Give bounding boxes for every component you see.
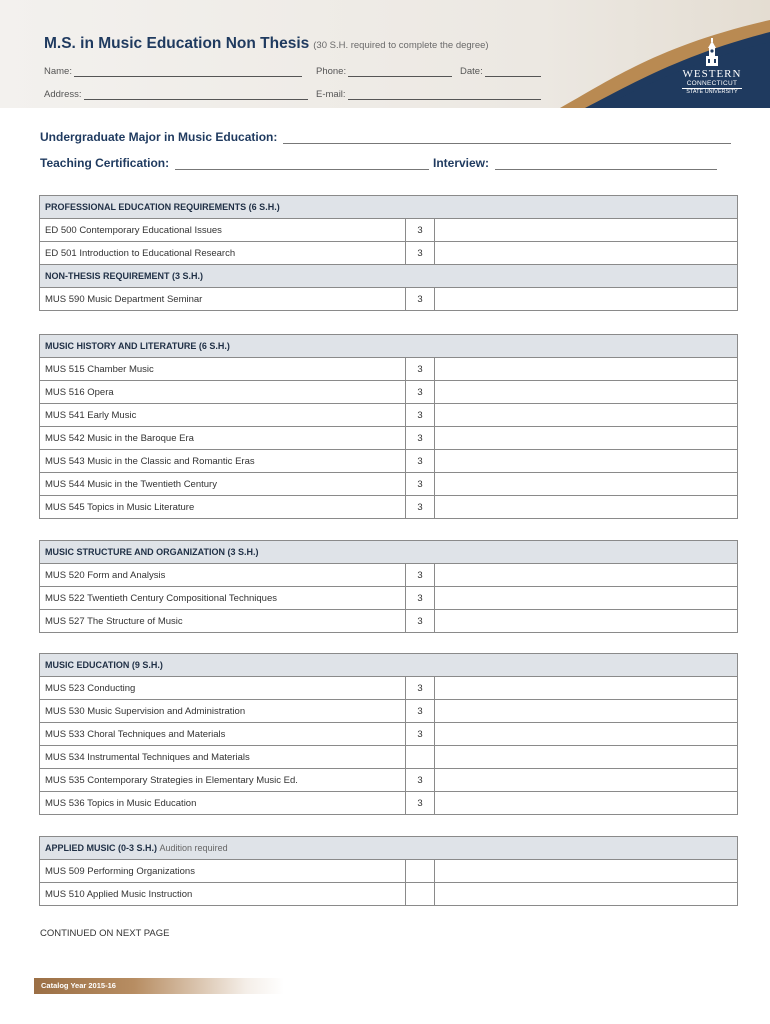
course-row xyxy=(40,769,738,792)
date-field[interactable] xyxy=(460,66,541,77)
course-credits: 3 xyxy=(406,473,435,496)
catalog-year-text: Catalog Year 2015-16 xyxy=(41,981,116,990)
section-header-row xyxy=(40,265,738,288)
logo-western: WESTERN xyxy=(682,68,742,80)
course-row xyxy=(40,450,738,473)
logo-state-university: STATE UNIVERSITY xyxy=(682,88,742,96)
course-row xyxy=(40,381,738,404)
phone-line[interactable] xyxy=(348,67,452,77)
section-header xyxy=(40,837,738,860)
course-grade-cell[interactable] xyxy=(435,288,738,311)
course-grade-cell[interactable] xyxy=(435,564,738,587)
course-name: MUS 533 Choral Techniques and Materials xyxy=(40,723,406,746)
course-credits: 3 xyxy=(406,769,435,792)
course-grade-cell[interactable] xyxy=(435,860,738,883)
course-name: MUS 543 Music in the Classic and Romantic Eras xyxy=(40,450,406,473)
course-grade-cell[interactable] xyxy=(435,496,738,519)
section-title: MUSIC STRUCTURE AND ORGANIZATION (3 S.H.) xyxy=(45,547,259,557)
course-name: MUS 527 The Structure of Music xyxy=(40,610,406,633)
course-name: MUS 530 Music Supervision and Administration xyxy=(40,700,406,723)
course-grade-cell[interactable] xyxy=(435,427,738,450)
course-row xyxy=(40,404,738,427)
address-line[interactable] xyxy=(84,90,308,100)
requirements-table-professional xyxy=(39,195,738,311)
course-grade-cell[interactable] xyxy=(435,404,738,427)
logo-connecticut: CONNECTICUT xyxy=(686,80,738,87)
course-row xyxy=(40,677,738,700)
section-title: MUSIC EDUCATION (9 S.H.) xyxy=(45,660,163,670)
name-line[interactable] xyxy=(74,67,302,77)
course-credits: 3 xyxy=(406,610,435,633)
course-name: MUS 516 Opera xyxy=(40,381,406,404)
course-row xyxy=(40,219,738,242)
email-field[interactable] xyxy=(316,89,541,100)
course-grade-cell[interactable] xyxy=(435,473,738,496)
requirements-table-education xyxy=(39,653,738,815)
course-name: MUS 520 Form and Analysis xyxy=(40,564,406,587)
page-header xyxy=(0,0,770,108)
course-row xyxy=(40,700,738,723)
section-header xyxy=(40,196,738,219)
name-label: Name: xyxy=(44,66,72,77)
course-credits: 3 xyxy=(406,792,435,815)
section-header-row xyxy=(40,541,738,564)
course-credits: 3 xyxy=(406,358,435,381)
course-grade-cell[interactable] xyxy=(435,769,738,792)
course-grade-cell[interactable] xyxy=(435,219,738,242)
course-credits: 3 xyxy=(406,564,435,587)
course-name: MUS 544 Music in the Twentieth Century xyxy=(40,473,406,496)
course-grade-cell[interactable] xyxy=(435,700,738,723)
course-grade-cell[interactable] xyxy=(435,746,738,769)
course-row xyxy=(40,564,738,587)
phone-label: Phone: xyxy=(316,66,347,77)
course-grade-cell[interactable] xyxy=(435,610,738,633)
section-header-row xyxy=(40,196,738,219)
course-row xyxy=(40,288,738,311)
requirements-table-history xyxy=(39,334,738,519)
course-credits: 3 xyxy=(406,404,435,427)
course-row xyxy=(40,473,738,496)
course-credits: 3 xyxy=(406,496,435,519)
course-credits xyxy=(406,883,435,906)
course-row xyxy=(40,427,738,450)
section-title: APPLIED MUSIC (0-3 S.H.) xyxy=(45,843,158,853)
section-header-row xyxy=(40,335,738,358)
section-note: Audition required xyxy=(159,843,228,853)
teaching-cert-label: Teaching Certification: xyxy=(40,156,170,170)
teaching-cert-line[interactable] xyxy=(175,158,429,170)
clock-tower-icon xyxy=(702,38,722,66)
name-field[interactable] xyxy=(44,66,302,77)
title-subtitle: (30 S.H. required to complete the degree) xyxy=(313,40,489,51)
course-row xyxy=(40,723,738,746)
title-text: M.S. in Music Education Non Thesis xyxy=(44,35,310,52)
course-grade-cell[interactable] xyxy=(435,883,738,906)
course-name: MUS 541 Early Music xyxy=(40,404,406,427)
course-name: MUS 515 Chamber Music xyxy=(40,358,406,381)
course-name: ED 500 Contemporary Educational Issues xyxy=(40,219,406,242)
course-row xyxy=(40,883,738,906)
continued-note: CONTINUED ON NEXT PAGE xyxy=(40,928,170,939)
requirements-table-structure xyxy=(39,540,738,633)
section-title: NON-THESIS REQUIREMENT (3 S.H.) xyxy=(45,271,204,281)
address-label: Address: xyxy=(44,89,82,100)
course-name: MUS 542 Music in the Baroque Era xyxy=(40,427,406,450)
course-grade-cell[interactable] xyxy=(435,358,738,381)
course-grade-cell[interactable] xyxy=(435,723,738,746)
course-credits: 3 xyxy=(406,219,435,242)
course-grade-cell[interactable] xyxy=(435,242,738,265)
course-row xyxy=(40,792,738,815)
course-credits xyxy=(406,860,435,883)
teaching-cert-field[interactable] xyxy=(40,156,429,170)
section-header xyxy=(40,335,738,358)
course-name: MUS 536 Topics in Music Education xyxy=(40,792,406,815)
course-credits: 3 xyxy=(406,700,435,723)
course-name: MUS 510 Applied Music Instruction xyxy=(40,883,406,906)
course-row xyxy=(40,610,738,633)
course-name: MUS 535 Contemporary Strategies in Elementary Music Ed. xyxy=(40,769,406,792)
course-credits: 3 xyxy=(406,381,435,404)
course-name: MUS 590 Music Department Seminar xyxy=(40,288,406,311)
course-credits: 3 xyxy=(406,450,435,473)
course-name: MUS 509 Performing Organizations xyxy=(40,860,406,883)
course-row xyxy=(40,860,738,883)
interview-field[interactable] xyxy=(433,156,717,170)
course-name: ED 501 Introduction to Educational Research xyxy=(40,242,406,265)
section-header xyxy=(40,265,738,288)
university-logo xyxy=(672,36,752,102)
course-row xyxy=(40,358,738,381)
course-credits: 3 xyxy=(406,288,435,311)
course-credits: 3 xyxy=(406,427,435,450)
requirements-table-applied xyxy=(39,836,738,906)
course-credits: 3 xyxy=(406,242,435,265)
date-line[interactable] xyxy=(485,67,541,77)
address-field[interactable] xyxy=(44,89,308,100)
course-grade-cell[interactable] xyxy=(435,677,738,700)
undergrad-major-line[interactable] xyxy=(283,132,731,144)
course-grade-cell[interactable] xyxy=(435,450,738,473)
section-header xyxy=(40,541,738,564)
course-grade-cell[interactable] xyxy=(435,792,738,815)
course-credits xyxy=(406,746,435,769)
course-credits: 3 xyxy=(406,677,435,700)
interview-label: Interview: xyxy=(433,156,490,170)
undergrad-major-label: Undergraduate Major in Music Education: xyxy=(40,130,278,144)
course-credits: 3 xyxy=(406,723,435,746)
course-name: MUS 534 Instrumental Techniques and Materials xyxy=(40,746,406,769)
email-line[interactable] xyxy=(348,90,541,100)
course-grade-cell[interactable] xyxy=(435,587,738,610)
section-title: MUSIC HISTORY AND LITERATURE (6 S.H.) xyxy=(45,341,230,351)
section-header-row xyxy=(40,837,738,860)
interview-line[interactable] xyxy=(495,158,717,170)
course-row xyxy=(40,496,738,519)
section-header-row xyxy=(40,654,738,677)
course-grade-cell[interactable] xyxy=(435,381,738,404)
course-credits: 3 xyxy=(406,587,435,610)
page-title xyxy=(44,35,489,53)
course-name: MUS 522 Twentieth Century Compositional Techniques xyxy=(40,587,406,610)
email-label: E-mail: xyxy=(316,89,346,100)
section-title: PROFESSIONAL EDUCATION REQUIREMENTS (6 S.H.) xyxy=(45,202,280,212)
course-name: MUS 545 Topics in Music Literature xyxy=(40,496,406,519)
course-row xyxy=(40,746,738,769)
course-row xyxy=(40,587,738,610)
phone-field[interactable] xyxy=(316,66,452,77)
course-row xyxy=(40,242,738,265)
section-header xyxy=(40,654,738,677)
footer-catalog-year xyxy=(34,978,284,994)
undergrad-major-field[interactable] xyxy=(40,130,731,144)
course-name: MUS 523 Conducting xyxy=(40,677,406,700)
date-label: Date: xyxy=(460,66,483,77)
